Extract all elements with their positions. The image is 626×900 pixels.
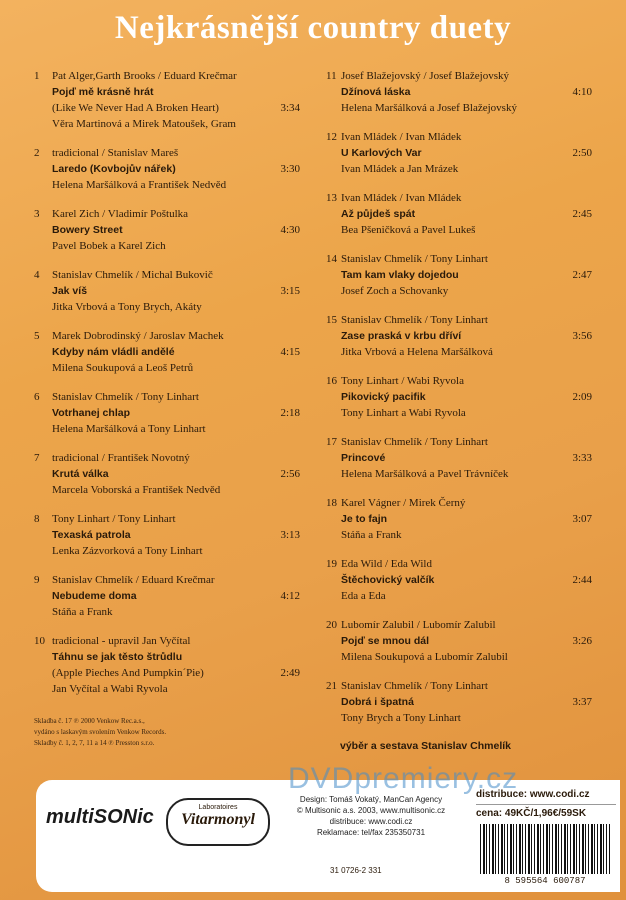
track-item	[326, 556, 592, 604]
track-authors: Stanislav Chmelík / Michal Bukovič	[52, 269, 213, 281]
track-authors: Marek Dobrodinský / Jaroslav Machek	[52, 330, 224, 342]
track-authors: tradicional - upravil Jan Vyčítal	[52, 635, 191, 647]
track-title: Až půjdeš spát	[341, 208, 416, 220]
track-number: 19	[326, 558, 337, 570]
track-number: 20	[326, 619, 337, 631]
track-authors: Tony Linhart / Wabi Ryvola	[341, 375, 464, 387]
track-performers: Jan Vyčítal a Wabi Ryvola	[52, 683, 168, 695]
track-duration: 3:15	[280, 285, 300, 297]
track-number: 10	[34, 635, 45, 647]
track-title: Bowery Street	[52, 224, 123, 236]
track-title: Princové	[341, 452, 386, 464]
distribution-price	[476, 788, 616, 821]
track-performers: Stáňa a Frank	[52, 606, 113, 618]
track-number: 11	[326, 70, 337, 82]
track-number: 1	[34, 70, 40, 82]
track-title: Krutá válka	[52, 468, 109, 480]
track-item	[326, 495, 592, 543]
barcode	[480, 824, 610, 874]
track-duration: 2:50	[572, 147, 592, 159]
track-authors: Karel Zich / Vladimír Poštulka	[52, 208, 189, 220]
track-item	[326, 434, 592, 482]
track-number: 17	[326, 436, 337, 448]
track-number: 6	[34, 391, 40, 403]
track-duration: 3:37	[572, 696, 592, 708]
track-performers: Jitka Vrbová a Helena Maršálková	[341, 346, 493, 358]
track-number: 18	[326, 497, 337, 509]
track-duration: 2:47	[572, 269, 592, 281]
track-performers: Helena Maršálková a Josef Blažejovský	[341, 102, 517, 114]
track-title: Pikovický pacifik	[341, 391, 426, 403]
track-number: 16	[326, 375, 337, 387]
track-item	[34, 633, 300, 697]
track-title: Je to fajn	[341, 513, 388, 525]
track-duration: 4:10	[572, 86, 592, 98]
track-number: 9	[34, 574, 40, 586]
track-performers: Ivan Mládek a Jan Mrázek	[341, 163, 459, 175]
track-number: 2	[34, 147, 40, 159]
track-performers: Helena Maršálková a Tony Linhart	[52, 423, 206, 435]
track-duration: 3:26	[572, 635, 592, 647]
credits-line: Skladba č. 17 ℗ 2000 Venkow Rec.a.s.,	[34, 717, 145, 725]
track-number: 7	[34, 452, 40, 464]
track-title: Votrhanej chlap	[52, 407, 130, 419]
info-line: Design: Tomáš Vokatý, ManCan Agency	[299, 795, 443, 804]
track-performers: Helena Maršálková a František Nedvěd	[52, 179, 227, 191]
track-performers: Helena Maršálková a Pavel Trávníček	[341, 468, 509, 480]
track-item	[326, 678, 592, 726]
track-item	[34, 206, 300, 254]
track-title: Texaská patrola	[52, 529, 131, 541]
track-authors: Stanislav Chmelík / Eduard Krečmar	[52, 574, 215, 586]
track-performers: Věra Martinová a Mirek Matoušek, Gram	[52, 118, 236, 130]
catalog-number: 31 0726-2 331	[330, 866, 382, 875]
track-duration: 4:30	[280, 224, 300, 236]
track-authors: Stanislav Chmelík / Tony Linhart	[341, 314, 488, 326]
distribution-text: distribuce: www.codi.cz	[476, 789, 590, 800]
track-item	[326, 68, 592, 116]
track-title: Džínová láska	[341, 86, 411, 98]
track-number: 5	[34, 330, 40, 342]
track-number: 4	[34, 269, 40, 281]
tracklist-right	[326, 68, 592, 739]
track-performers: Stáňa a Frank	[341, 529, 402, 541]
track-title: Pojď se mnou dál	[341, 635, 430, 647]
track-item	[326, 373, 592, 421]
track-performers: Tony Linhart a Wabi Ryvola	[341, 407, 466, 419]
track-item	[34, 511, 300, 559]
track-duration: 3:34	[280, 102, 300, 114]
track-number: 3	[34, 208, 40, 220]
track-item	[34, 450, 300, 498]
track-title: Dobrá i špatná	[341, 696, 414, 708]
track-duration: 2:45	[572, 208, 592, 220]
track-duration: 4:12	[280, 590, 300, 602]
track-item	[34, 572, 300, 620]
track-item	[34, 389, 300, 437]
track-authors: Ivan Mládek / Ivan Mládek	[341, 131, 462, 143]
track-authors: Karel Vágner / Mirek Černý	[341, 497, 466, 509]
track-performers: Lenka Zázvorková a Tony Linhart	[52, 545, 203, 557]
tracklist-left	[34, 68, 300, 710]
track-title: Jak víš	[52, 285, 88, 297]
track-authors: Stanislav Chmelík / Tony Linhart	[341, 253, 488, 265]
track-title: Zase praská v krbu dříví	[341, 330, 462, 342]
track-item	[326, 312, 592, 360]
track-item	[34, 267, 300, 315]
album-title: Nejkrásnější country duety	[114, 10, 512, 46]
track-title: Laredo (Kovbojův nářek)	[52, 163, 176, 175]
track-authors: Ivan Mládek / Ivan Mládek	[341, 192, 462, 204]
track-duration: 2:49	[280, 667, 300, 679]
track-duration: 2:09	[572, 391, 592, 403]
track-item	[34, 68, 300, 132]
track-item	[326, 190, 592, 238]
track-duration: 2:44	[572, 574, 592, 586]
copyright-credits	[34, 716, 166, 749]
credits-line: vydáno s laskavým svolením Venkow Records.	[34, 728, 167, 736]
track-performers: Josef Zoch a Schovanky	[341, 285, 449, 297]
selection-credit: výběr a sestava Stanislav Chmelík	[340, 740, 512, 752]
track-number: 15	[326, 314, 337, 326]
track-number: 12	[326, 131, 337, 143]
track-performers: Milena Soukupová a Lubomír Zalubil	[341, 651, 508, 663]
track-title: Nebudeme doma	[52, 590, 137, 602]
track-number: 13	[326, 192, 337, 204]
track-number: 21	[326, 680, 337, 692]
track-title: Štěchovický valčík	[341, 574, 435, 586]
track-title: Tam kam vlaky dojedou	[341, 269, 459, 281]
logo-label: Laboratoires	[198, 804, 238, 811]
track-number: 14	[326, 253, 337, 265]
publisher-info	[286, 794, 456, 838]
track-authors: Pat Alger,Garth Brooks / Eduard Krečmar	[52, 70, 237, 82]
footer-panel	[36, 762, 620, 892]
info-line: distribuce: www.codi.cz	[329, 817, 413, 826]
track-performers: Bea Pšeničková a Pavel Lukeš	[341, 224, 476, 236]
track-duration: 3:13	[280, 529, 300, 541]
info-line: © Multisonic a.s. 2003, www.multisonic.cz	[296, 806, 446, 815]
track-performers: Pavel Bobek a Karel Zich	[52, 240, 166, 252]
track-duration: 2:18	[280, 407, 300, 419]
track-item	[326, 617, 592, 665]
credits-line: Skladby č. 1, 2, 7, 11 a 14 ℗ Presston s.r.o.	[34, 739, 155, 747]
track-authors: Stanislav Chmelík / Tony Linhart	[52, 391, 199, 403]
track-item	[326, 129, 592, 177]
track-item	[34, 145, 300, 193]
track-title: U Karlových Var	[341, 147, 422, 159]
track-authors: Stanislav Chmelík / Tony Linhart	[341, 680, 488, 692]
track-duration: 3:07	[572, 513, 592, 525]
track-authors: Tony Linhart / Tony Linhart	[52, 513, 176, 525]
track-number: 8	[34, 513, 40, 525]
track-duration: 3:56	[572, 330, 592, 342]
track-authors: tradicional / František Novotný	[52, 452, 190, 464]
track-authors: Josef Blažejovský / Josef Blažejovský	[341, 70, 510, 82]
track-duration: 3:30	[280, 163, 300, 175]
track-title: Pojď mě krásně hrát	[52, 86, 154, 98]
track-performers: Milena Soukupová a Leoš Petrů	[52, 362, 194, 374]
track-title: Kdyby nám vládli andělé	[52, 346, 175, 358]
barcode-number: 8 595564 600787	[504, 876, 586, 886]
track-authors: Eda Wild / Eda Wild	[341, 558, 432, 570]
track-subtitle: (Apple Pieches And Pumpkin´Pie)	[52, 667, 204, 679]
track-authors: Stanislav Chmelík / Tony Linhart	[341, 436, 488, 448]
track-duration: 4:15	[280, 346, 300, 358]
price-text: cena: 49KČ/1,96€/59SK	[476, 808, 587, 819]
track-performers: Eda a Eda	[341, 590, 386, 602]
track-authors: Lubomír Zalubil / Lubomír Zalubil	[341, 619, 496, 631]
track-item	[326, 251, 592, 299]
track-duration: 3:33	[572, 452, 592, 464]
track-title: Táhnu se jak těsto štrůdlu	[52, 651, 183, 663]
track-duration: 2:56	[280, 468, 300, 480]
track-subtitle: (Like We Never Had A Broken Heart)	[52, 102, 219, 114]
track-item	[34, 328, 300, 376]
track-performers: Jitka Vrbová a Tony Brych, Akáty	[52, 301, 202, 313]
track-performers: Tony Brych a Tony Linhart	[341, 712, 461, 724]
vitarmonyl-logo	[166, 798, 270, 846]
track-authors: tradicional / Stanislav Mareš	[52, 147, 179, 159]
logo-name: Vitarmonyl	[181, 811, 255, 828]
watermark: DVDpremiery.cz	[288, 762, 519, 795]
track-performers: Marcela Voborská a František Nedvěd	[52, 484, 221, 496]
multisonic-logo: multiSONic	[46, 806, 154, 828]
info-line: Reklamace: tel/fax 235350731	[316, 828, 426, 837]
